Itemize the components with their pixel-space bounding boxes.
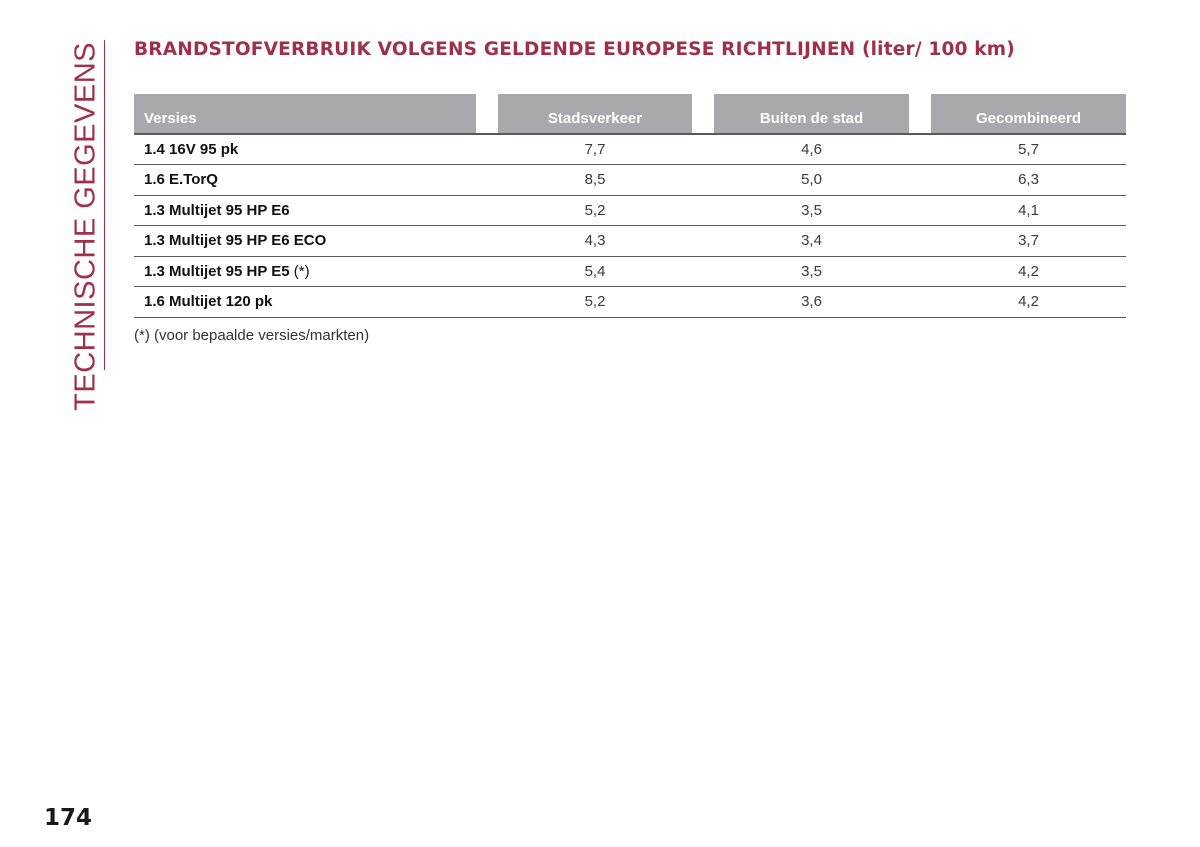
extra-urban-value: 5,0 [714,165,909,196]
fuel-consumption-table [134,94,1126,318]
version-cell [134,134,476,165]
city-value: 5,2 [498,195,692,226]
footnote-mark: (*) [293,262,310,280]
column-gap [909,195,931,226]
combined-value: 4,2 [931,287,1126,318]
combined-value: 4,2 [931,256,1126,287]
column-gap [476,226,498,257]
combined-value: 4,1 [931,195,1126,226]
column-header-versions: Versies [134,94,476,134]
column-gap [692,287,714,318]
extra-urban-value: 4,6 [714,134,909,165]
city-value: 5,2 [498,287,692,318]
table-row [134,165,1126,196]
column-gap [476,256,498,287]
table-header-row [134,94,1126,134]
column-gap [909,287,931,318]
page-title: BRANDSTOFVERBRUIK VOLGENS GELDENDE EUROPESE RICHTLIJNEN (liter/ 100 km) [134,39,1015,60]
column-gap [476,94,498,134]
version-name: 1.6 E.TorQ [144,171,218,189]
version-cell [134,226,476,257]
version-cell [134,287,476,318]
column-header-combined: Gecombineerd [931,94,1126,134]
column-gap [476,134,498,165]
column-gap [476,165,498,196]
city-value: 7,7 [498,134,692,165]
table-row [134,287,1126,318]
column-gap [909,226,931,257]
column-gap [476,287,498,318]
version-name: 1.3 Multijet 95 HP E5 [144,262,290,280]
page-number: 174 [44,805,93,831]
version-name: 1.6 Multijet 120 pk [144,293,273,311]
section-side-tab-label: TECHNISCHE GEGEVENS [69,42,102,411]
column-gap [909,94,931,134]
column-gap [692,134,714,165]
extra-urban-value: 3,6 [714,287,909,318]
column-gap [692,226,714,257]
table-row [134,134,1126,165]
column-header-city: Stadsverkeer [498,94,692,134]
column-gap [909,165,931,196]
table-row [134,195,1126,226]
column-gap [692,256,714,287]
version-cell [134,195,476,226]
column-header-extra-urban: Buiten de stad [714,94,909,134]
version-name: 1.3 Multijet 95 HP E6 [144,201,290,219]
combined-value: 3,7 [931,226,1126,257]
combined-value: 6,3 [931,165,1126,196]
city-value: 5,4 [498,256,692,287]
section-side-tab [68,40,105,411]
column-gap [692,165,714,196]
column-gap [476,195,498,226]
city-value: 4,3 [498,226,692,257]
column-gap [909,134,931,165]
version-cell [134,165,476,196]
table-row [134,226,1126,257]
footnote: (*) (voor bepaalde versies/markten) [134,327,370,344]
column-gap [692,195,714,226]
combined-value: 5,7 [931,134,1126,165]
column-gap [692,94,714,134]
extra-urban-value: 3,5 [714,195,909,226]
extra-urban-value: 3,4 [714,226,909,257]
version-name: 1.4 16V 95 pk [144,141,239,158]
version-cell [134,256,476,287]
version-name: 1.3 Multijet 95 HP E6 ECO [144,232,327,250]
extra-urban-value: 3,5 [714,256,909,287]
city-value: 8,5 [498,165,692,196]
table-row [134,256,1126,287]
column-gap [909,256,931,287]
